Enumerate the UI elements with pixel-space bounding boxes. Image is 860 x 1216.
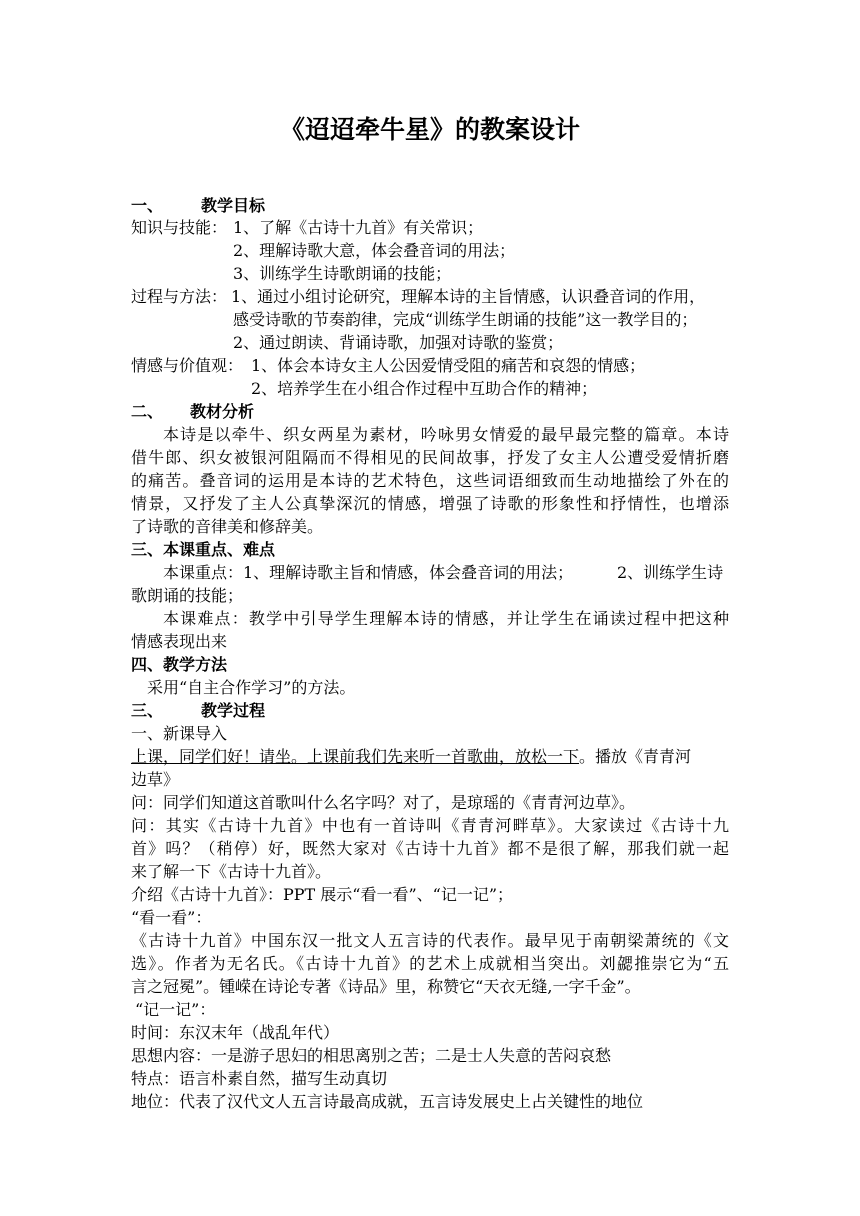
intro-rest-text: 。播放《青青河	[579, 747, 692, 766]
objective-knowledge-label: 知识与技能：	[131, 218, 228, 237]
look-line: 选》。作者为无名氏。《古诗十九首》的艺术上成就相当突出。刘勰推崇它为“五	[131, 954, 729, 973]
objective-knowledge-item: 2、理解诗歌大意，体会叠音词的用法；	[233, 241, 516, 260]
analysis-line: 的痛苦。叠音词的运用是本诗的艺术特色，这些词语细致而生动地描绘了外在的	[131, 471, 729, 490]
analysis-line: 了诗歌的音律美和修辞美。	[131, 517, 324, 536]
question-2-line: 来了解一下《古诗十九首》。	[131, 862, 332, 881]
key-focus-text: 2、训练学生诗	[617, 563, 724, 582]
objective-process-item: 感受诗歌的节奏韵律，完成“训练学生朗诵的技能”这一教学目的；	[233, 310, 698, 329]
question-1: 问：同学们知道这首歌叫什么名字吗？对了，是琼瑶的《青青河边草》。	[131, 793, 636, 812]
page-title: 《迢迢牵牛星》的教案设计	[279, 115, 580, 144]
section-1-title: 教学目标	[201, 196, 266, 215]
section-2-number: 二、	[131, 402, 164, 421]
remember-item: 地位：代表了汉代文人五言诗最高成就，五言诗发展史上占关键性的地位	[131, 1092, 644, 1111]
section-4-heading: 四、教学方法	[131, 655, 228, 674]
intro-paragraph	[131, 746, 691, 768]
intro-paragraph-line: 边草》	[131, 770, 180, 789]
key-focus-text: 本课重点：1、理解诗歌主旨和情感，体会叠音词的用法；	[163, 563, 574, 582]
objective-knowledge-item: 3、训练学生诗歌朗诵的技能；	[233, 264, 452, 283]
key-difficulty-text: 本课难点：教学中引导学生理解本诗的情感，并让学生在诵读过程中把这种	[163, 609, 729, 628]
objective-process-label: 过程与方法：	[131, 287, 228, 306]
analysis-line: 借牛郎、织女被银河阻隔而不得相见的民间故事，抒发了女主人公遭受爱情折磨	[131, 448, 729, 467]
remember-item: 思想内容：一是游子思妇的相思离别之苦；二是士人失意的苦闷哀愁	[131, 1046, 612, 1065]
objective-knowledge-item: 1、了解《古诗十九首》有关常识；	[233, 218, 484, 237]
section-5-heading	[131, 700, 265, 722]
section-2-heading	[131, 401, 254, 423]
method-text: 采用“自主合作学习”的方法。	[147, 678, 356, 697]
objective-process-item: 1、通过小组讨论研究，理解本诗的主旨情感，认识叠音词的作用，	[231, 287, 706, 306]
intro-ppt-text: 介绍《古诗十九首》：PPT 展示“看一看”、“记一记”；	[131, 885, 514, 904]
section-1-number: 一、	[131, 196, 164, 215]
intro-heading: 一、新课导入	[131, 724, 228, 743]
section-5-number: 三、	[131, 701, 164, 720]
question-2-line: 首》吗？（稍停）好，既然大家对《古诗十九首》都不是很了解，那我们就一起	[131, 839, 729, 858]
look-line: 《古诗十九首》中国东汉一批文人五言诗的代表作。最早见于南朝梁萧统的《文	[131, 931, 729, 950]
analysis-line: 本诗是以牵牛、织女两星为素材，吟咏男女情爱的最早最完整的篇章。本诗	[163, 425, 729, 444]
analysis-line: 情景，又抒发了主人公真挚深沉的情感，增强了诗歌的形象性和抒情性，也增添	[131, 494, 729, 513]
objective-emotion-label: 情感与价值观：	[131, 356, 244, 375]
remember-item: 特点：语言朴素自然，描写生动真切	[131, 1069, 388, 1088]
key-focus-text: 歌朗诵的技能；	[131, 586, 244, 605]
remember-item: 时间：东汉末年（战乱年代）	[131, 1023, 340, 1042]
look-heading: “看一看”：	[131, 908, 212, 927]
section-2-title: 教材分析	[190, 402, 255, 421]
objective-emotion-item: 2、培养学生在小组合作过程中互助合作的精神；	[251, 379, 598, 398]
question-2-line: 问：其实《古诗十九首》中也有一首诗叫《青青河畔草》。大家读过《古诗十九	[131, 816, 729, 835]
remember-heading: “记一记”：	[135, 1000, 216, 1019]
section-5-title: 教学过程	[201, 701, 266, 720]
section-1-heading	[131, 195, 265, 217]
objective-emotion-item: 1、体会本诗女主人公因爱情受阻的痛苦和哀怨的情感；	[251, 356, 646, 375]
intro-underlined-text: 上课，同学们好！请坐。上课前我们先来听一首歌曲，放松一下	[131, 747, 580, 766]
look-line: 言之冠冕”。锺嵘在诗论专著《诗品》里，称赞它“天衣无缝,一字千金”。	[131, 977, 641, 996]
key-difficulty-text: 情感表现出来	[131, 632, 228, 651]
objective-process-item: 2、通过朗读、背诵诗歌，加强对诗歌的鉴赏；	[233, 333, 564, 352]
section-3-heading: 三、本课重点、难点	[131, 540, 276, 559]
